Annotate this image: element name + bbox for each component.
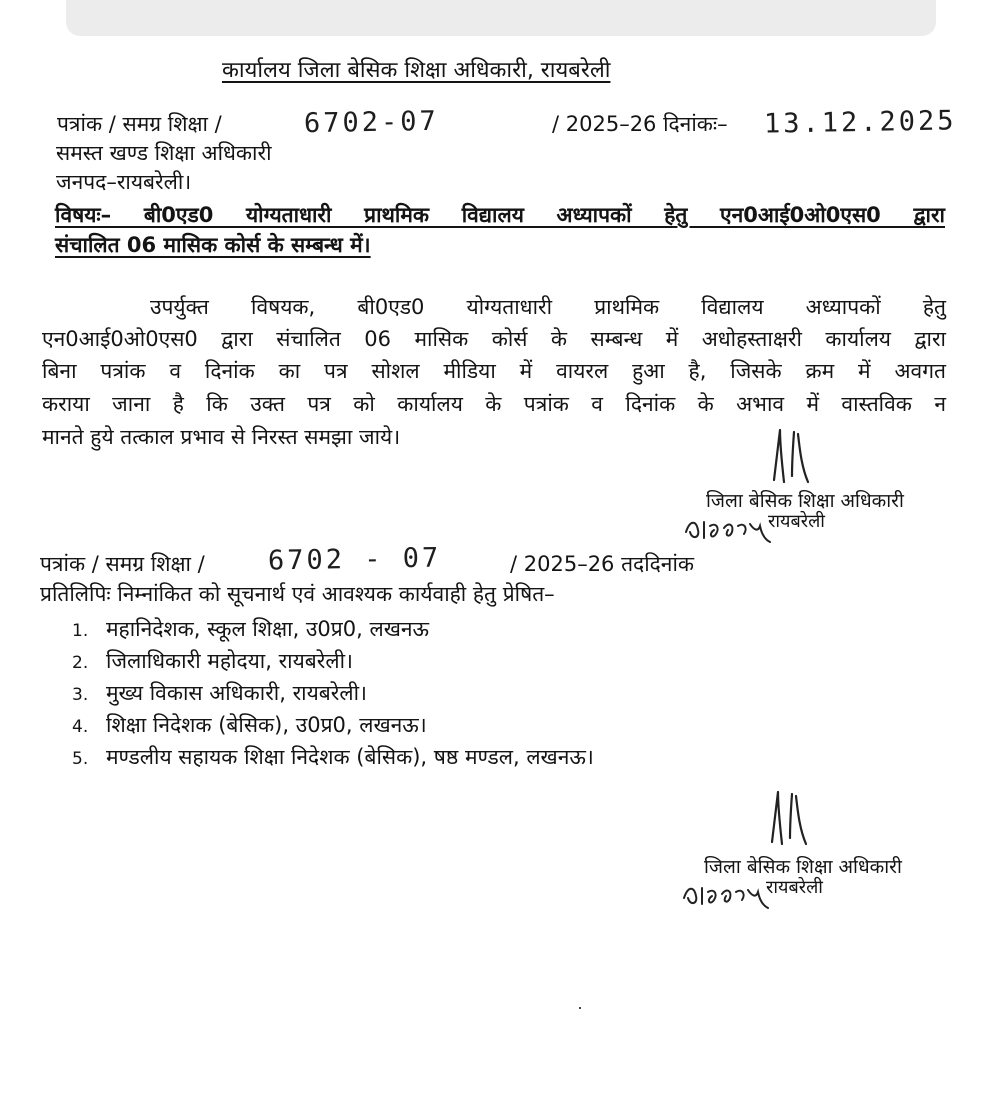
- signature-location: रायबरेली: [768, 511, 825, 532]
- copy-intro: प्रतिलिपिः निम्नांकित को सूचनार्थ एवं आवश्यक कार्यवाही हेतु प्रेषित–: [40, 582, 555, 606]
- copy-ref-number: 6702 - 07: [267, 542, 442, 577]
- list-item: 2. जिलाधिकारी महोदया, रायबरेली।: [72, 649, 354, 673]
- signature-designation: जिला बेसिक शिक्षा अधिकारी: [706, 490, 904, 512]
- ref-prefix: पत्रांक / समग्र शिक्षा /: [57, 112, 222, 136]
- initials-scribble: [680, 878, 776, 910]
- list-item: 3. मुख्य विकास अधिकारी, रायबरेली।: [72, 681, 368, 705]
- body-line: उपर्युक्त विषयक, बी0एड0 योग्यताधारी प्राथमिक विद्यालय अध्यापकों हेतु: [150, 295, 946, 319]
- ref-year: / 2025–26 दिनांकः–: [552, 112, 728, 136]
- signature-designation: जिला बेसिक शिक्षा अधिकारी: [704, 856, 902, 878]
- copy-ref-prefix: पत्रांक / समग्र शिक्षा /: [40, 552, 205, 576]
- subject-line-1: विषयः– बी0एड0 योग्यताधारी प्राथमिक विद्यालय अध्यापकों हेतु एन0आई0ओ0एस0 द्वारा: [55, 203, 945, 227]
- ref-date: 13.12.2025: [763, 105, 957, 140]
- scan-speck: [579, 1007, 581, 1009]
- list-item: 1. महानिदेशक, स्कूल शिक्षा, उ0प्र0, लखनऊ: [72, 617, 430, 641]
- signature-mark: [762, 424, 822, 488]
- office-title: कार्यालय जिला बेसिक शिक्षा अधिकारी, रायबरेली: [222, 58, 611, 83]
- recipient-line-2: जनपद–रायबरेली।: [56, 170, 192, 194]
- copy-ref-year: / 2025–26 तददिनांक: [510, 552, 695, 576]
- body-line: एन0आई0ओ0एस0 द्वारा संचालित 06 मासिक कोर्स के सम्बन्ध में अधोहस्ताक्षरी कार्यालय द्वारा: [42, 327, 946, 351]
- list-item: 4. शिक्षा निदेशक (बेसिक), उ0प्र0, लखनऊ।: [72, 713, 427, 737]
- recipient-line-1: समस्त खण्ड शिक्षा अधिकारी: [56, 141, 272, 165]
- copy-recipient-list: [72, 614, 594, 774]
- signature-mark: [760, 786, 820, 850]
- top-toolbar-strip: [66, 0, 936, 36]
- body-line: बिना पत्रांक व दिनांक का पत्र सोशल मीडिया में वायरल हुआ है, जिसके क्रम में अवगत: [42, 359, 946, 383]
- body-line: कराया जाना है कि उक्त पत्र को कार्यालय के पत्रांक व दिनांक के अभाव में वास्तविक न: [42, 392, 946, 416]
- body-line: मानते हुये तत्काल प्रभाव से निरस्त समझा जाये।: [42, 425, 401, 449]
- signature-location: रायबरेली: [766, 877, 823, 898]
- list-item: 5. मण्डलीय सहायक शिक्षा निदेशक (बेसिक), षष्ठ मण्डल, लखनऊ।: [72, 745, 594, 769]
- ref-number: 6702-07: [303, 105, 440, 140]
- initials-scribble: [682, 512, 778, 544]
- subject-line-2: संचालित 06 मासिक कोर्स के सम्बन्ध में।: [55, 233, 371, 257]
